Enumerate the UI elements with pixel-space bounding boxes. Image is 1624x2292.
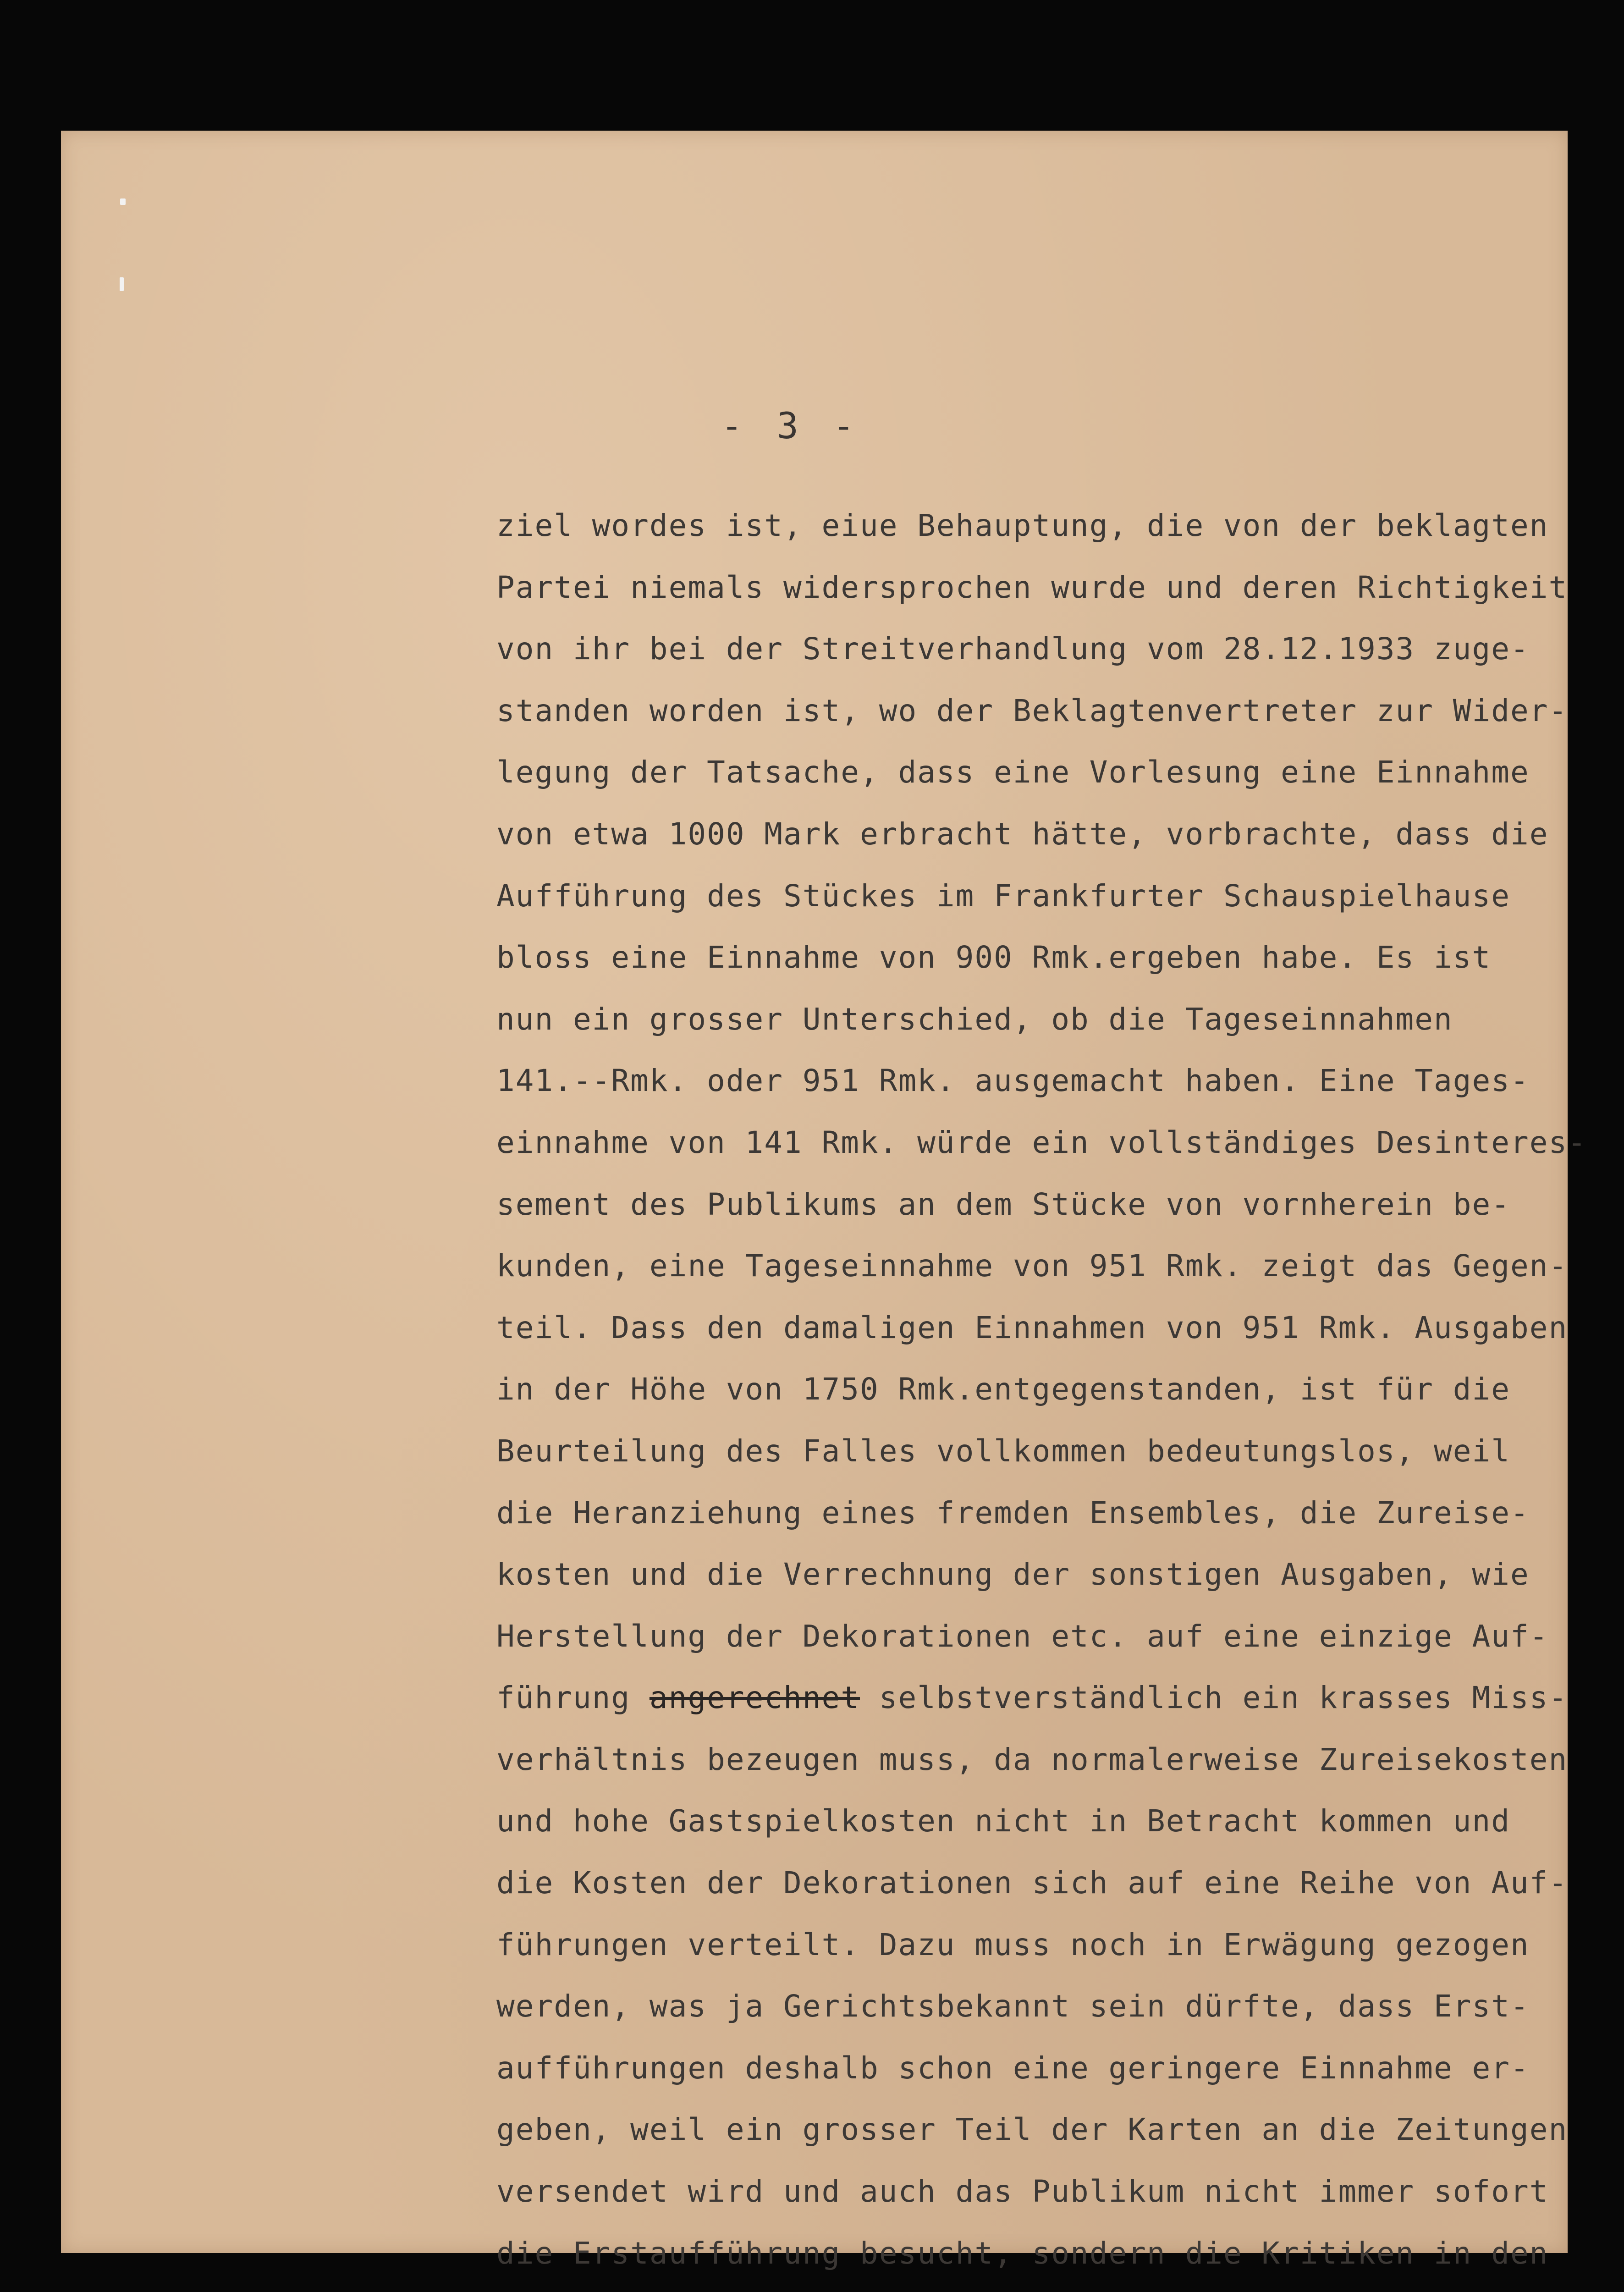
text-segment: führung: [496, 1680, 650, 1716]
text-line: Aufführung des Stückes im Frankfurter Schauspielhause: [496, 878, 1510, 914]
text-line: führungen verteilt. Dazu muss noch in Erwägung gezogen: [496, 1927, 1530, 1962]
text-line: von etwa 1000 Mark erbracht hätte, vorbrachte, dass die: [496, 816, 1549, 852]
text-line: sement des Publikums an dem Stücke von vornherein be-: [496, 1186, 1510, 1222]
text-line: bloss eine Einnahme von 900 Rmk.ergeben habe. Es ist: [496, 940, 1492, 975]
text-line: versendet wird und auch das Publikum nicht immer sofort: [496, 2174, 1549, 2209]
text-line: 141.--Rmk. oder 951 Rmk. ausgemacht haben. Eine Tages-: [496, 1063, 1530, 1099]
text-line: kunden, eine Tageseinnahme von 951 Rmk. zeigt das Gegen-: [496, 1248, 1568, 1284]
text-line: von ihr bei der Streitverhandlung vom 28.12.1933 zuge-: [496, 631, 1530, 667]
text-segment: selbstverständlich ein krasses Miss-: [859, 1680, 1568, 1716]
text-line: aufführungen deshalb schon eine geringere Einnahme er-: [496, 2050, 1530, 2086]
text-line: Beurteilung des Falles vollkommen bedeutungslos, weil: [496, 1433, 1510, 1469]
text-line: einnahme von 141 Rmk. würde ein vollständiges Desinteres-: [496, 1124, 1587, 1160]
typewritten-page: [61, 131, 1587, 2271]
page-number: - 3 -: [721, 406, 861, 447]
text-line: geben, weil ein grosser Teil der Karten an die Zeitungen: [496, 2112, 1568, 2148]
margin-punch-mark: [120, 198, 126, 205]
text-line: Herstellung der Dekorationen etc. auf eine einzige Auf-: [496, 1618, 1549, 1654]
text-line: legung der Tatsache, dass eine Vorlesung eine Einnahme: [496, 755, 1530, 790]
body-text: [496, 495, 1596, 2292]
text-line: standen worden ist, wo der Beklagtenvertreter zur Wider-: [496, 693, 1568, 728]
margin-punch-mark: [120, 277, 124, 291]
text-line: in der Höhe von 1750 Rmk.entgegenstanden, ist für die: [496, 1372, 1510, 1407]
struck-out-word: angerechnet: [649, 1680, 860, 1716]
text-line: werden, was ja Gerichtsbekannt sein dürfte, dass Erst-: [496, 1989, 1530, 2024]
text-line: Partei niemals widersprochen wurde und deren Richtigkeit: [496, 569, 1568, 605]
text-line: die Heranziehung eines fremden Ensembles, die Zureise-: [496, 1495, 1530, 1531]
text-line: die Kosten der Dekorationen sich auf eine Reihe von Auf-: [496, 1865, 1568, 1901]
text-line: ziel wordes ist, eiue Behauptung, die von der beklagten: [496, 508, 1549, 543]
text-line: kosten und die Verrechnung der sonstigen Ausgaben, wie: [496, 1557, 1530, 1592]
text-line: [496, 2284, 1596, 2292]
text-line: verhältnis bezeugen muss, da normalerweise Zureisekosten: [496, 1741, 1568, 1777]
text-line: und hohe Gastspielkosten nicht in Betracht kommen und: [496, 1803, 1510, 1839]
text-line-with-strikethrough: [496, 1667, 1596, 1729]
text-line: nun ein grosser Unterschied, ob die Tageseinnahmen: [496, 1001, 1453, 1037]
text-line: die Erstaufführung besucht, sondern die Kritiken in den: [496, 2235, 1549, 2271]
text-line: teil. Dass den damaligen Einnahmen von 951 Rmk. Ausgaben: [496, 1310, 1568, 1345]
